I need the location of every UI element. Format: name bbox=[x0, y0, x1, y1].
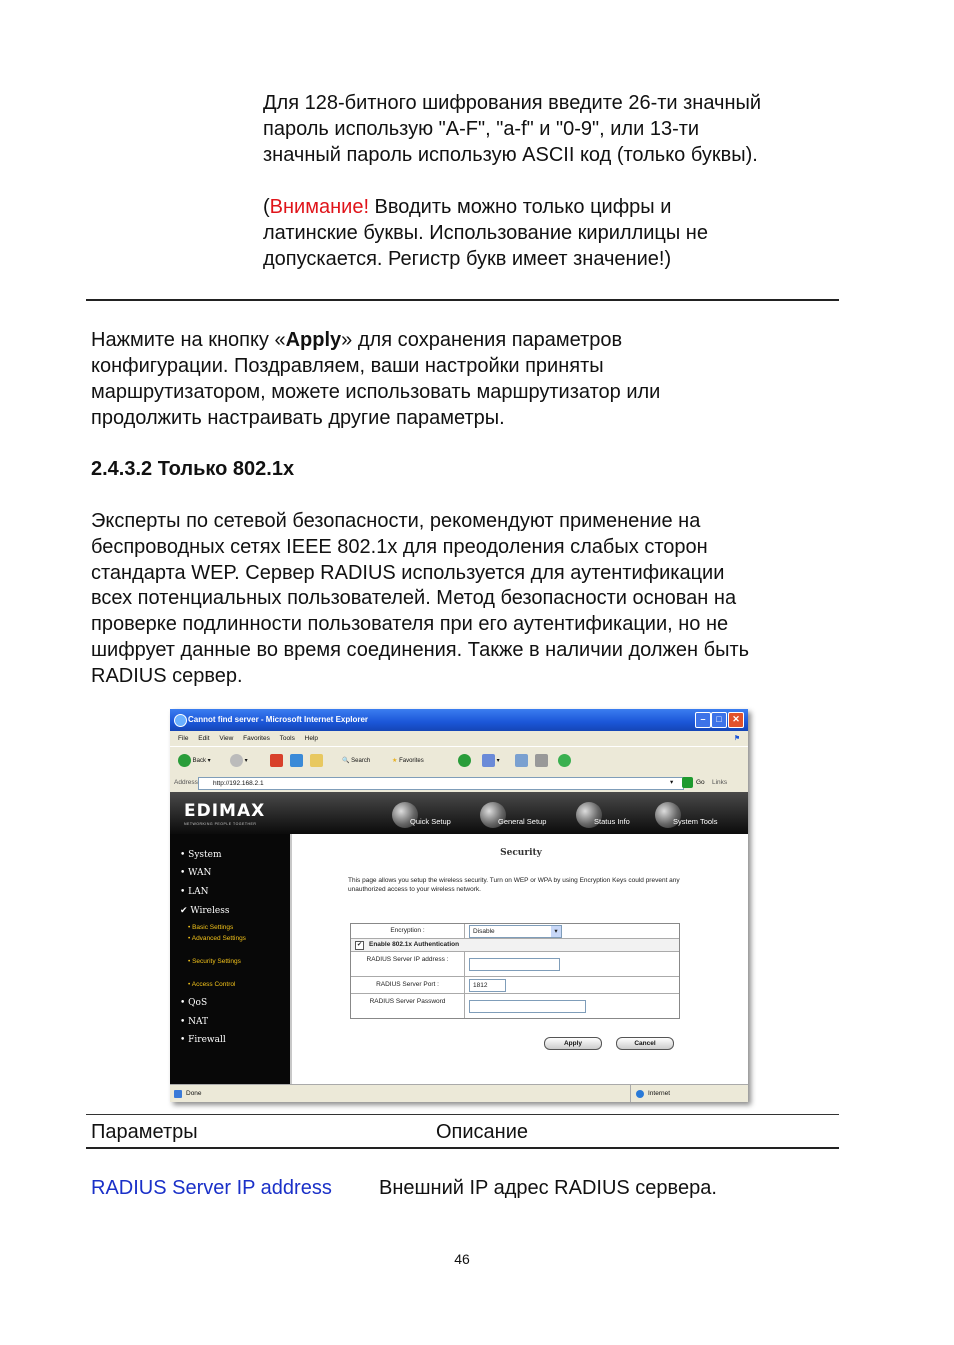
intro-line-2: пароль использую "A-F", "a-f" и "0-9", или 13-ти bbox=[263, 118, 700, 140]
table-header-param: Параметры bbox=[91, 1121, 198, 1143]
search-icon: 🔍 bbox=[342, 758, 350, 764]
browser-toolbar bbox=[170, 746, 748, 776]
star-icon: ★ bbox=[392, 758, 398, 764]
body-line-1: Эксперты по сетевой безопасности, рекомендуют применение на bbox=[91, 510, 701, 532]
minimize-icon[interactable]: – bbox=[695, 712, 711, 728]
refresh-icon[interactable] bbox=[290, 753, 303, 769]
radius-ip-label: RADIUS Server IP address : bbox=[366, 956, 449, 963]
mail-icon[interactable] bbox=[515, 753, 528, 769]
page-icon bbox=[174, 1090, 182, 1098]
enable-8021x-label: Enable 802.1x Authentication bbox=[369, 941, 460, 948]
table-rule-top bbox=[86, 1114, 839, 1115]
warning-line-3: допускается. Регистр букв имеет значение!) bbox=[263, 248, 672, 270]
favorites-label: Favorites bbox=[399, 758, 424, 764]
logo-tagline: NETWORKING PEOPLE TOGETHER bbox=[184, 822, 257, 826]
radius-port-label: RADIUS Server Port : bbox=[376, 981, 439, 988]
nav-quick-setup[interactable]: Quick Setup bbox=[410, 800, 451, 830]
forward-arrow-icon bbox=[230, 754, 243, 767]
table-rule-bottom bbox=[86, 1147, 839, 1149]
body-line-6: шифрует данные во время соединения. Также в наличии должен быть bbox=[91, 639, 750, 661]
close-icon[interactable]: ✕ bbox=[728, 712, 744, 728]
nav-system-tools[interactable]: System Tools bbox=[673, 800, 717, 830]
address-bar bbox=[170, 774, 748, 792]
enable-8021x-checkbox[interactable]: ✔ bbox=[356, 942, 363, 948]
status-done: Done bbox=[186, 1090, 202, 1097]
menu-view[interactable]: View bbox=[219, 735, 234, 742]
print-icon[interactable] bbox=[535, 753, 548, 769]
sidebar-item-qos[interactable]: • QoS bbox=[180, 998, 208, 1008]
apply-button[interactable]: Apply bbox=[544, 1037, 602, 1050]
radius-port-input[interactable]: 1812 bbox=[469, 979, 506, 992]
router-banner bbox=[170, 792, 748, 834]
router-content bbox=[290, 834, 748, 1084]
apply-post: » для сохранения параметров bbox=[341, 329, 623, 351]
sidebar-item-nat[interactable]: • NAT bbox=[180, 1017, 209, 1027]
apply-line-3: маршрутизатором, можете использовать маршрутизатор или bbox=[91, 381, 661, 403]
search-label: Search bbox=[351, 758, 371, 764]
intro-line-3: значный пароль использую ASCII код (только буквы). bbox=[263, 144, 758, 166]
nav-general-setup[interactable]: General Setup bbox=[498, 800, 546, 830]
status-bar bbox=[170, 1084, 748, 1102]
back-arrow-icon bbox=[178, 754, 191, 767]
sidebar-sub-security[interactable]: • Security Settings bbox=[188, 958, 241, 965]
menu-favorites[interactable]: Favorites bbox=[243, 735, 270, 742]
forward-button[interactable]: ▾ bbox=[230, 753, 248, 769]
warning-text-1: Вводить можно только цифры и bbox=[369, 196, 672, 218]
back-button[interactable]: Back ▾ bbox=[178, 753, 211, 769]
search-button[interactable] bbox=[342, 753, 370, 769]
security-title: Security bbox=[500, 848, 542, 858]
links-label[interactable]: Links bbox=[712, 779, 728, 786]
sidebar-item-system[interactable]: • System bbox=[180, 850, 222, 860]
sidebar-sub-advanced[interactable]: • Advanced Settings bbox=[188, 935, 246, 942]
body-line-2: беспроводных сетях IEEE 802.1x для преодоления слабых сторон bbox=[91, 536, 708, 558]
ie-icon bbox=[174, 714, 187, 727]
edimax-logo: EDIMAX bbox=[184, 801, 266, 821]
table-row-desc: Внешний IP адрес RADIUS сервера. bbox=[379, 1177, 717, 1199]
windows-flag-icon: ⚑ bbox=[734, 735, 740, 742]
row-radius-ip bbox=[351, 952, 679, 977]
sidebar-sub-basic[interactable]: • Basic Settings bbox=[188, 924, 234, 931]
messenger-icon[interactable] bbox=[558, 753, 571, 769]
chevron-down-icon: ▾ bbox=[551, 926, 561, 937]
router-sidebar bbox=[170, 834, 290, 1084]
row-radius-password bbox=[351, 994, 679, 1018]
body-line-4: всех потенциальных пользователей. Метод безопасности основан на bbox=[91, 587, 737, 609]
warning-line-2: латинские буквы. Использование кириллицы не bbox=[263, 222, 708, 244]
status-divider bbox=[630, 1085, 631, 1102]
table-row-param: RADIUS Server IP address bbox=[91, 1177, 332, 1199]
encryption-label: Encryption : bbox=[390, 927, 425, 934]
sidebar-item-wireless[interactable]: ✔ Wireless bbox=[180, 906, 230, 916]
sidebar-item-lan[interactable]: • LAN bbox=[180, 887, 209, 897]
encryption-select[interactable]: Disable ▾ bbox=[469, 925, 562, 938]
intro-line-1: Для 128-битного шифрования введите 26-ти значный bbox=[263, 92, 762, 114]
media-icon[interactable] bbox=[458, 753, 471, 769]
history-icon[interactable]: ▾ bbox=[482, 753, 500, 769]
apply-line-1 bbox=[91, 328, 622, 354]
row-enable-8021x bbox=[351, 939, 679, 952]
cancel-button[interactable]: Cancel bbox=[616, 1037, 674, 1050]
apply-line-4: продолжить настраивать другие параметры. bbox=[91, 407, 505, 429]
divider-top bbox=[86, 299, 839, 301]
body-line-5: проверке подлинности пользователя при его аутентификации, но не bbox=[91, 613, 729, 635]
row-encryption bbox=[351, 924, 679, 939]
internet-globe-icon bbox=[636, 1090, 644, 1098]
menu-tools[interactable]: Tools bbox=[279, 735, 295, 742]
favorites-button[interactable] bbox=[392, 753, 424, 769]
menu-help[interactable]: Help bbox=[304, 735, 319, 742]
maximize-icon[interactable]: □ bbox=[711, 712, 727, 728]
menu-file[interactable]: File bbox=[178, 735, 189, 742]
address-input[interactable]: http://192.168.2.1 bbox=[198, 777, 684, 790]
home-icon[interactable] bbox=[310, 753, 323, 769]
go-icon[interactable] bbox=[682, 777, 693, 788]
menu-bar bbox=[170, 731, 748, 746]
warning-line-1 bbox=[263, 195, 671, 221]
window-titlebar bbox=[170, 709, 748, 731]
table-header-desc: Описание bbox=[436, 1121, 529, 1143]
nav-status-info[interactable]: Status Info bbox=[594, 800, 630, 830]
page-number: 46 bbox=[454, 1251, 470, 1267]
apply-line-2: конфигурации. Поздравляем, ваши настройки приняты bbox=[91, 355, 604, 377]
sidebar-item-wan[interactable]: • WAN bbox=[180, 868, 212, 878]
window-title: Cannot find server - Microsoft Internet Explorer bbox=[188, 715, 369, 724]
radius-password-label: RADIUS Server Password bbox=[369, 998, 446, 1005]
body-line-3: стандарта WEP. Сервер RADIUS используется для аутентификации bbox=[91, 562, 725, 584]
back-label: Back bbox=[192, 758, 207, 764]
body-line-7: RADIUS сервер. bbox=[91, 665, 243, 687]
stop-icon[interactable] bbox=[270, 753, 283, 769]
router-screenshot bbox=[170, 709, 748, 1102]
row-radius-port bbox=[351, 977, 679, 994]
apply-pre: Нажмите на кнопку « bbox=[91, 329, 286, 351]
warning-open-paren: ( bbox=[263, 196, 270, 218]
menu-edit[interactable]: Edit bbox=[198, 735, 210, 742]
status-zone: Internet bbox=[648, 1090, 671, 1097]
security-form bbox=[350, 923, 680, 1019]
address-label: Address bbox=[174, 779, 198, 786]
address-dropdown-icon[interactable]: ▾ bbox=[670, 779, 674, 786]
sidebar-sub-access[interactable]: • Access Control bbox=[188, 981, 236, 988]
radius-ip-input[interactable] bbox=[469, 958, 560, 971]
security-description: This page allows you setup the wireless security. Turn on WEP or WPA by using Encryption Keys could prevent any unauthorized access to your wireless network. bbox=[348, 877, 680, 893]
go-label[interactable]: Go bbox=[696, 779, 705, 786]
sidebar-item-firewall[interactable]: • Firewall bbox=[180, 1035, 226, 1045]
warning-label: Внимание! bbox=[269, 196, 369, 218]
section-heading: 2.4.3.2 Только 802.1x bbox=[91, 458, 295, 480]
radius-password-input[interactable] bbox=[469, 1000, 586, 1013]
apply-bold: Apply bbox=[285, 329, 342, 351]
